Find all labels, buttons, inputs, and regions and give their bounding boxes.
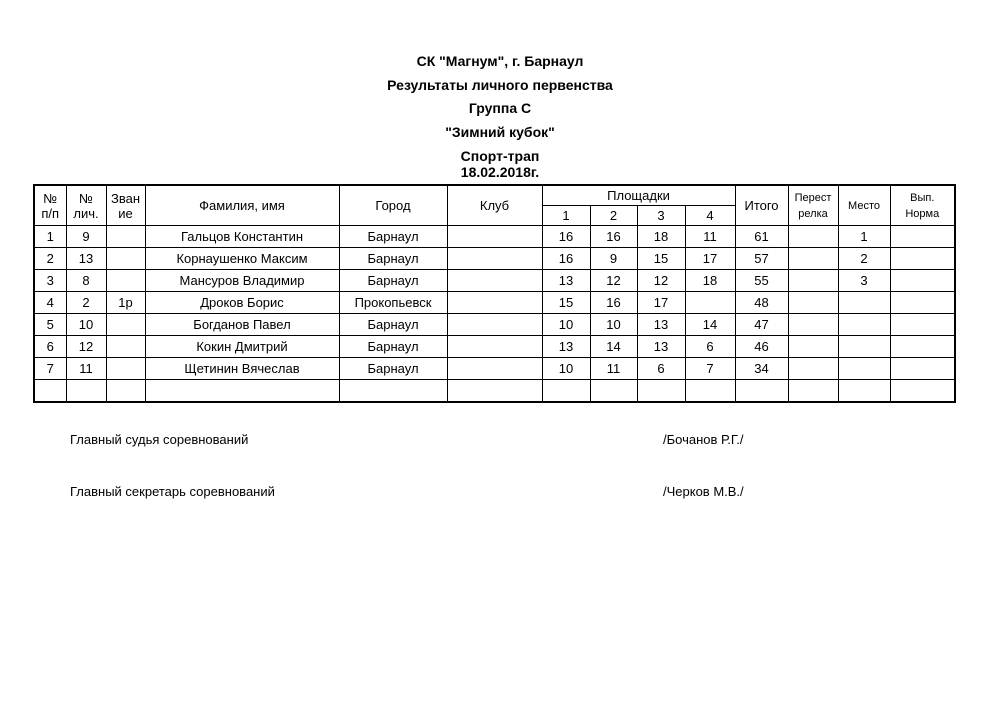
- cell-name: Корнаушенко Максим: [145, 248, 339, 270]
- cell-place: 1: [838, 226, 890, 248]
- cell-site-4: 11: [685, 226, 735, 248]
- cell-name: Щетинин Вячеслав: [145, 358, 339, 380]
- col-header-site-2: 2: [590, 206, 637, 226]
- cell-club: [447, 226, 542, 248]
- cell-place: [838, 336, 890, 358]
- cell-lic: 11: [66, 358, 106, 380]
- cell-total: 61: [735, 226, 788, 248]
- cell-rank: [106, 336, 145, 358]
- cell-site-1: 10: [542, 314, 590, 336]
- doc-title-group: Группа С: [468, 100, 532, 116]
- table-row: [34, 336, 955, 358]
- cell-rank: [106, 358, 145, 380]
- cell-club: [447, 292, 542, 314]
- cell-city: Барнаул: [339, 358, 447, 380]
- cell-rank: [106, 248, 145, 270]
- doc-title-event: "Зимний кубок": [445, 124, 555, 140]
- cell-site-3: 18: [637, 226, 685, 248]
- cell-club: [447, 270, 542, 292]
- empty-cell: [590, 380, 637, 403]
- cell-site-1: 15: [542, 292, 590, 314]
- cell-site-1: 16: [542, 226, 590, 248]
- cell-site-4: 7: [685, 358, 735, 380]
- cell-site-2: 14: [590, 336, 637, 358]
- cell-lic: 8: [66, 270, 106, 292]
- cell-num: 4: [34, 292, 66, 314]
- cell-shootoff: [788, 314, 838, 336]
- results-body: [34, 226, 955, 403]
- cell-club: [447, 336, 542, 358]
- cell-city: Барнаул: [339, 226, 447, 248]
- cell-lic: 10: [66, 314, 106, 336]
- table-row: [34, 314, 955, 336]
- judge-label: Главный судья соревнований: [70, 432, 249, 447]
- cell-club: [447, 248, 542, 270]
- cell-num: 6: [34, 336, 66, 358]
- table-row-empty: [34, 380, 955, 403]
- table-row: [34, 248, 955, 270]
- col-header-site-4: 4: [685, 206, 735, 226]
- col-header-shootoff: Перест релка: [788, 185, 838, 226]
- cell-city: Барнаул: [339, 314, 447, 336]
- cell-rank: 1р: [106, 292, 145, 314]
- col-header-city: Город: [339, 185, 447, 226]
- table-row: [34, 270, 955, 292]
- cell-city: Барнаул: [339, 336, 447, 358]
- judge-name: /Бочанов Р.Г./: [663, 432, 744, 447]
- empty-cell: [788, 380, 838, 403]
- cell-lic: 9: [66, 226, 106, 248]
- cell-rank: [106, 314, 145, 336]
- secretary-name: /Черков М.В./: [663, 484, 744, 499]
- cell-num: 5: [34, 314, 66, 336]
- col-header-club: Клуб: [447, 185, 542, 226]
- cell-site-3: 12: [637, 270, 685, 292]
- cell-site-4: [685, 292, 735, 314]
- doc-title-discipline: Спорт-трап: [460, 148, 540, 164]
- table-row: [34, 292, 955, 314]
- cell-city: Прокопьевск: [339, 292, 447, 314]
- col-header-place: Место: [838, 185, 890, 226]
- cell-num: 3: [34, 270, 66, 292]
- table-row: [34, 226, 955, 248]
- cell-site-2: 16: [590, 226, 637, 248]
- cell-norm: [890, 314, 955, 336]
- col-header-num: № п/п: [34, 185, 66, 226]
- cell-site-2: 9: [590, 248, 637, 270]
- cell-total: 47: [735, 314, 788, 336]
- cell-site-1: 16: [542, 248, 590, 270]
- cell-norm: [890, 292, 955, 314]
- cell-club: [447, 358, 542, 380]
- cell-shootoff: [788, 292, 838, 314]
- empty-cell: [637, 380, 685, 403]
- cell-site-3: 6: [637, 358, 685, 380]
- cell-site-1: 13: [542, 336, 590, 358]
- cell-norm: [890, 270, 955, 292]
- cell-place: 2: [838, 248, 890, 270]
- table-header-row: [34, 185, 955, 206]
- cell-site-2: 16: [590, 292, 637, 314]
- cell-site-2: 11: [590, 358, 637, 380]
- cell-num: 7: [34, 358, 66, 380]
- cell-total: 46: [735, 336, 788, 358]
- cell-num: 2: [34, 248, 66, 270]
- cell-site-4: 18: [685, 270, 735, 292]
- empty-cell: [838, 380, 890, 403]
- cell-total: 48: [735, 292, 788, 314]
- cell-site-3: 17: [637, 292, 685, 314]
- cell-norm: [890, 248, 955, 270]
- cell-city: Барнаул: [339, 248, 447, 270]
- cell-rank: [106, 270, 145, 292]
- secretary-label: Главный секретарь соревнований: [70, 484, 275, 499]
- cell-site-1: 13: [542, 270, 590, 292]
- cell-site-2: 12: [590, 270, 637, 292]
- cell-shootoff: [788, 358, 838, 380]
- col-header-rank: Зван ие: [106, 185, 145, 226]
- doc-title-club: СК "Магнум", г. Барнаул: [416, 53, 584, 69]
- cell-shootoff: [788, 226, 838, 248]
- cell-lic: 13: [66, 248, 106, 270]
- cell-place: [838, 314, 890, 336]
- col-header-total: Итого: [735, 185, 788, 226]
- cell-norm: [890, 336, 955, 358]
- cell-site-3: 13: [637, 314, 685, 336]
- cell-total: 57: [735, 248, 788, 270]
- empty-cell: [145, 380, 339, 403]
- col-header-lic: № лич.: [66, 185, 106, 226]
- cell-site-4: 17: [685, 248, 735, 270]
- cell-city: Барнаул: [339, 270, 447, 292]
- cell-shootoff: [788, 336, 838, 358]
- cell-site-3: 13: [637, 336, 685, 358]
- cell-total: 55: [735, 270, 788, 292]
- cell-name: Гальцов Константин: [145, 226, 339, 248]
- cell-place: [838, 358, 890, 380]
- cell-name: Дроков Борис: [145, 292, 339, 314]
- cell-norm: [890, 358, 955, 380]
- cell-lic: 12: [66, 336, 106, 358]
- col-header-site-3: 3: [637, 206, 685, 226]
- cell-name: Мансуров Владимир: [145, 270, 339, 292]
- empty-cell: [339, 380, 447, 403]
- empty-cell: [890, 380, 955, 403]
- cell-name: Богданов Павел: [145, 314, 339, 336]
- empty-cell: [106, 380, 145, 403]
- cell-place: [838, 292, 890, 314]
- col-header-site-1: 1: [542, 206, 590, 226]
- cell-shootoff: [788, 248, 838, 270]
- doc-title-date: 18.02.2018г.: [460, 164, 540, 180]
- doc-title-results: Результаты личного первенства: [387, 77, 613, 93]
- empty-cell: [66, 380, 106, 403]
- cell-site-2: 10: [590, 314, 637, 336]
- cell-site-3: 15: [637, 248, 685, 270]
- cell-site-1: 10: [542, 358, 590, 380]
- empty-cell: [685, 380, 735, 403]
- cell-norm: [890, 226, 955, 248]
- table-row: [34, 358, 955, 380]
- cell-site-4: 6: [685, 336, 735, 358]
- cell-club: [447, 314, 542, 336]
- empty-cell: [34, 380, 66, 403]
- col-header-name: Фамилия, имя: [145, 185, 339, 226]
- empty-cell: [735, 380, 788, 403]
- cell-name: Кокин Дмитрий: [145, 336, 339, 358]
- cell-place: 3: [838, 270, 890, 292]
- col-header-norm: Вып. Норма: [890, 185, 955, 226]
- cell-shootoff: [788, 270, 838, 292]
- cell-site-4: 14: [685, 314, 735, 336]
- results-table: [33, 184, 956, 403]
- col-header-sites: Площадки: [542, 185, 735, 206]
- cell-rank: [106, 226, 145, 248]
- cell-num: 1: [34, 226, 66, 248]
- empty-cell: [447, 380, 542, 403]
- empty-cell: [542, 380, 590, 403]
- cell-lic: 2: [66, 292, 106, 314]
- cell-total: 34: [735, 358, 788, 380]
